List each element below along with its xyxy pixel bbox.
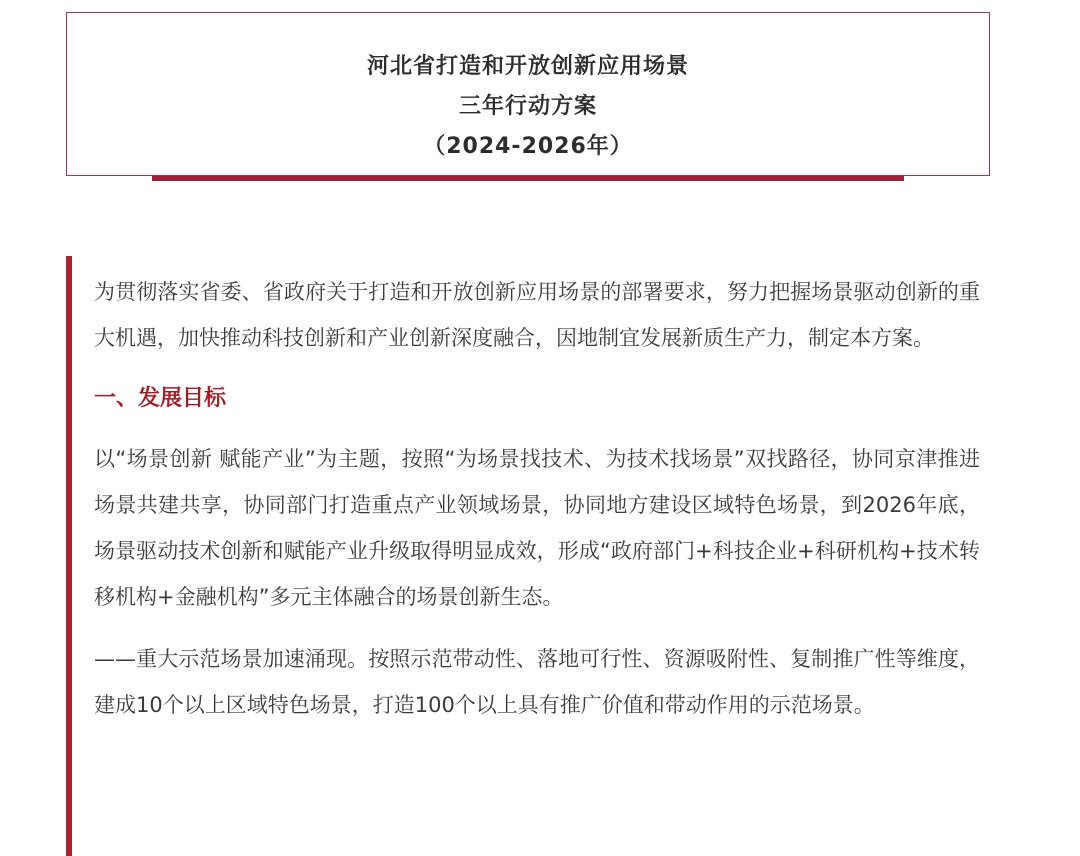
title-box <box>66 12 990 176</box>
intro-paragraph: 为贯彻落实省委、省政府关于打造和开放创新应用场景的部署要求，努力把握场景驱动创新的重大机遇，加快推动科技创新和产业创新深度融合，因地制宜发展新质生产力，制定本方案。 <box>94 280 980 350</box>
section-heading: 一、发展目标 <box>94 386 227 411</box>
goal-paragraph: 以“场景创新 赋能产业”为主题，按照“为场景找技术、为技术找场景”双找路径，协同京津推进场景共建共享，协同部门打造重点产业领域场景，协同地方建设区域特色场景，到2026年底，场景驱动技术创新和赋能产业升级取得明显成效，形成“政府部门+科技企业+科研机构+技术转移机构+金融机构”多元主体融合的场景创新生态。 <box>94 447 980 609</box>
demo-scenario-paragraph: ——重大示范场景加速涌现。按照示范带动性、落地可行性、资源吸附性、复制推广性等维度，建成10个以上区域特色场景，打造100个以上具有推广价值和带动作用的示范场景。 <box>94 647 980 717</box>
title-line-1: 河北省打造和开放创新应用场景 <box>366 54 689 79</box>
title-line-2: 三年行动方案 <box>458 94 597 119</box>
title-line-3: （2024-2026年） <box>423 134 633 159</box>
content-section <box>66 256 990 856</box>
title-block <box>67 47 989 167</box>
title-underline-bar <box>152 176 904 181</box>
